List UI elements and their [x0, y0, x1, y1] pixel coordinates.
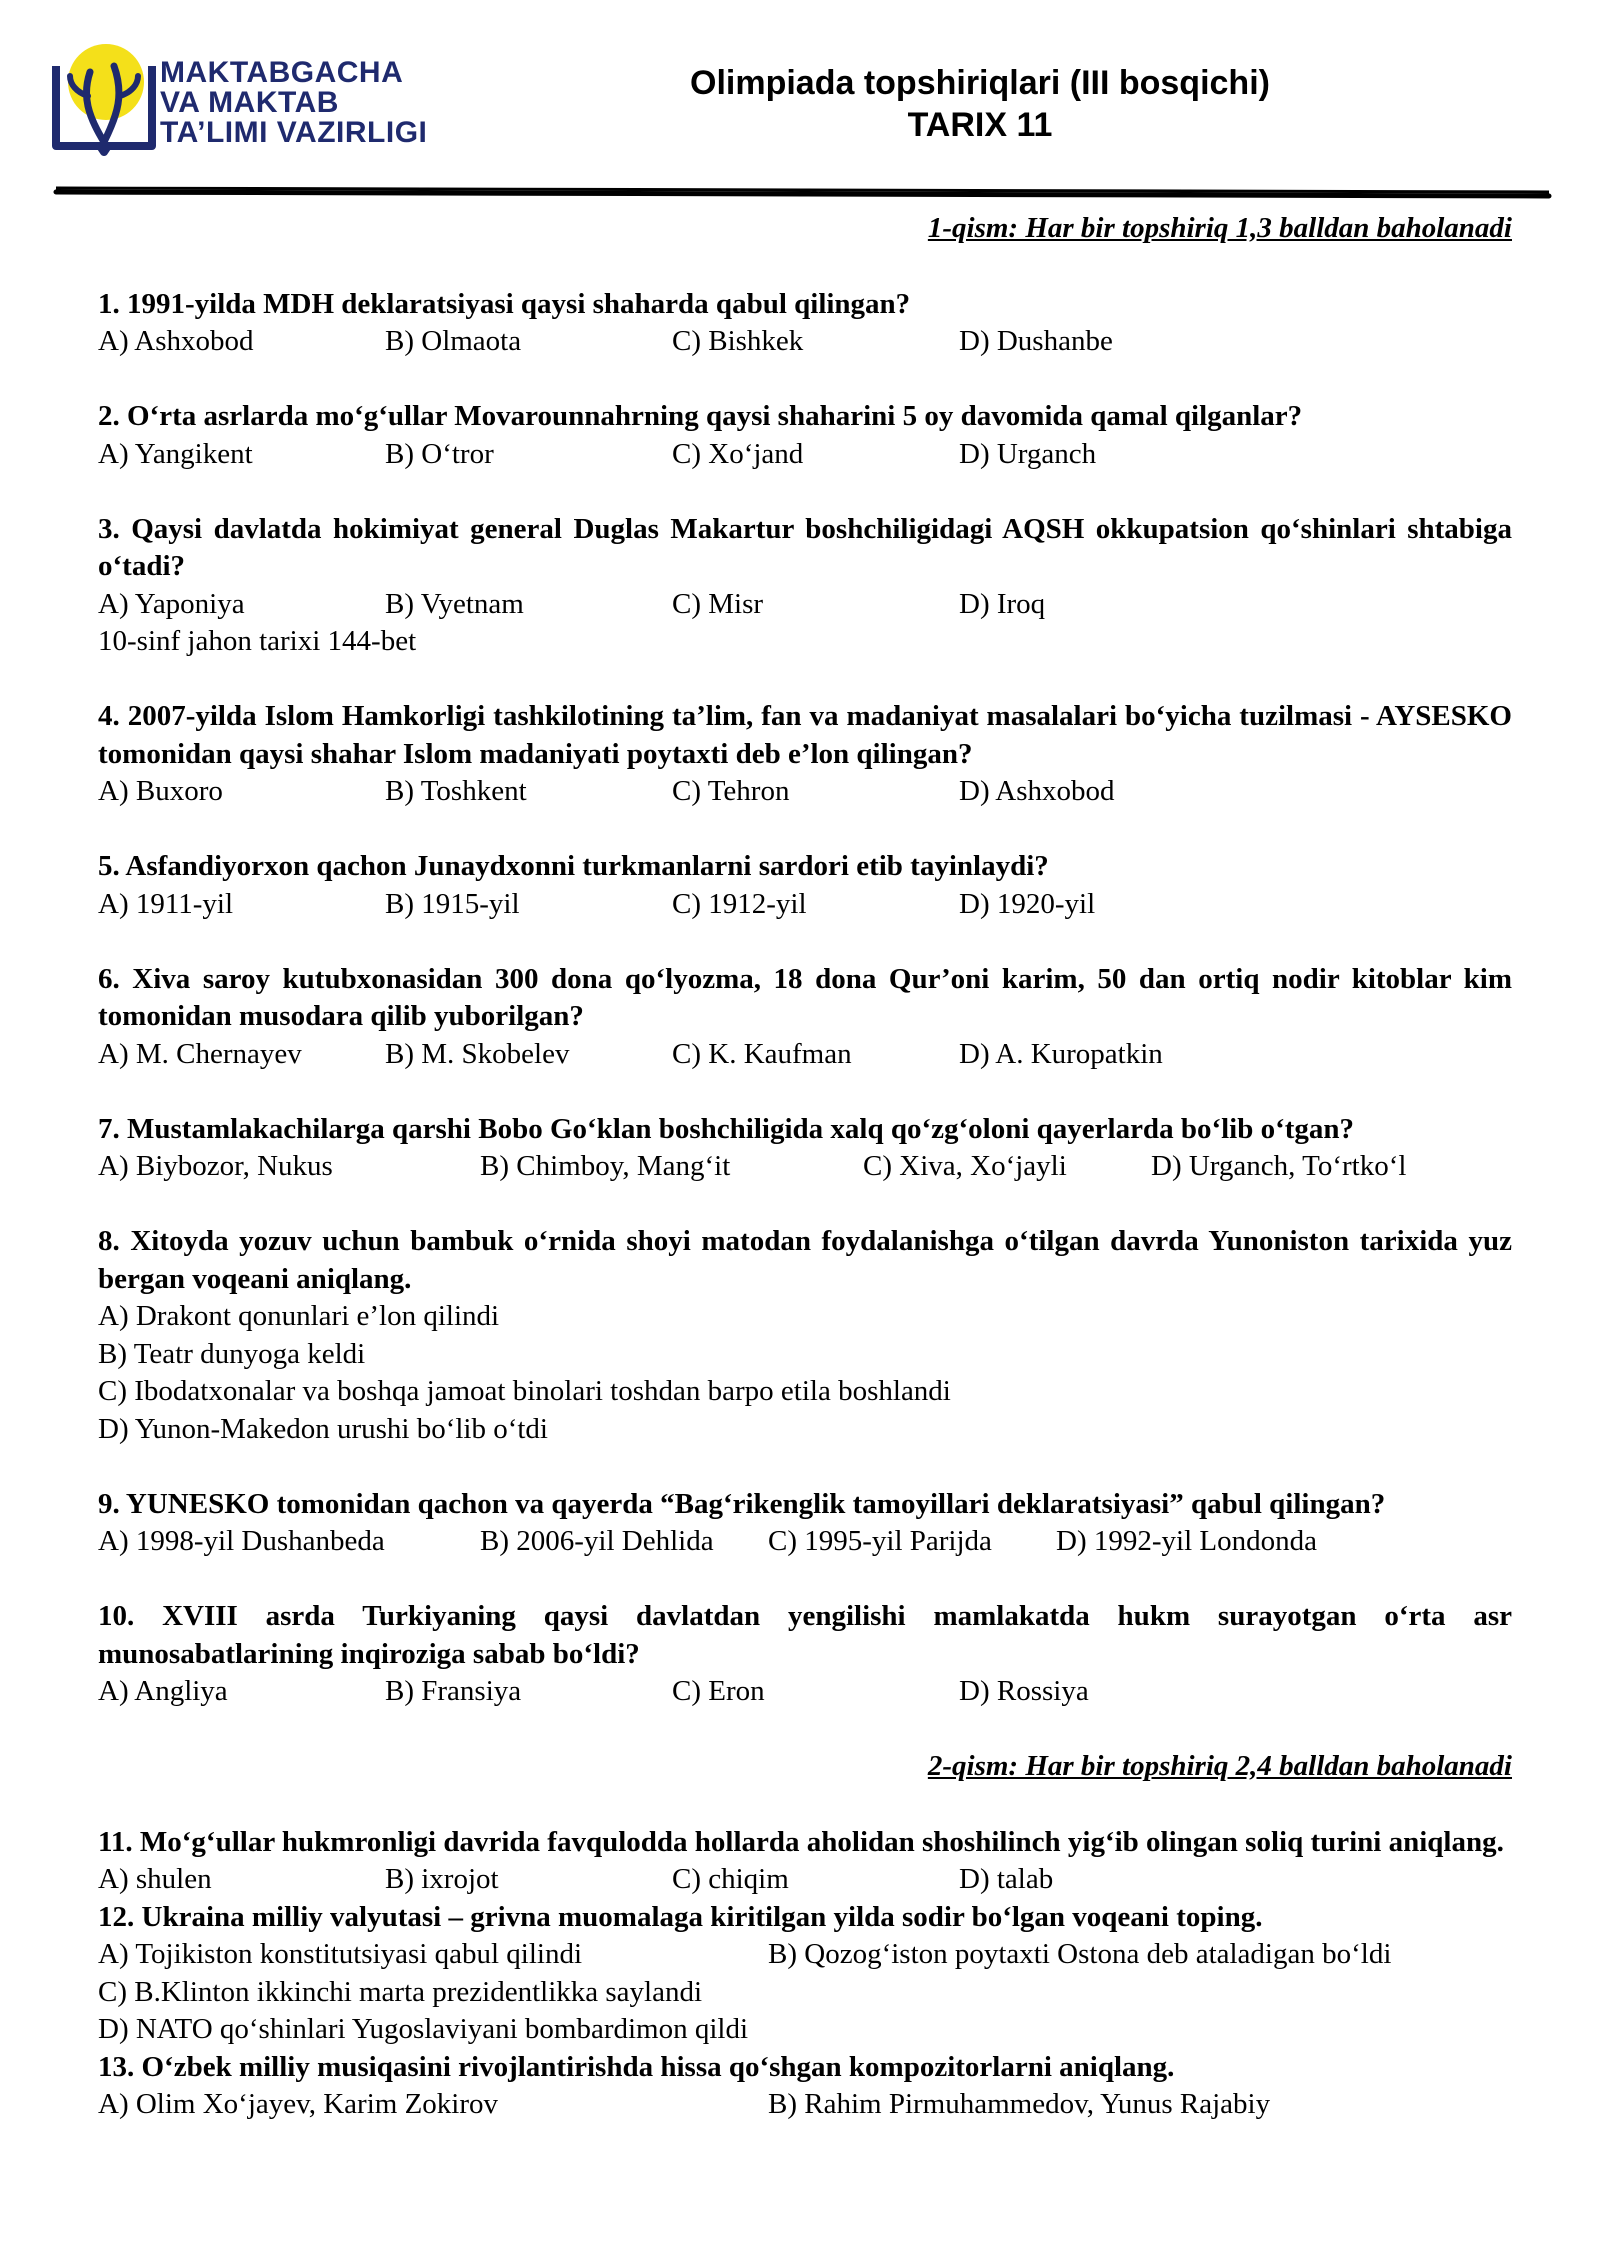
- question: [98, 286, 1512, 361]
- options-row: [98, 1936, 1512, 1974]
- question-note: 10-sinf jahon tarixi 144-bet: [98, 625, 417, 657]
- options-row: [98, 1861, 1512, 1899]
- options-row: [98, 886, 1512, 924]
- answer-option: C) B.Klinton ikkinchi marta prezidentlikka saylandi: [98, 1975, 703, 2008]
- options-row: [98, 323, 1512, 361]
- answer-option: C) Misr: [672, 587, 764, 620]
- options-row: [98, 586, 1512, 624]
- answer-option: D) 1992-yil Londonda: [1056, 1525, 1317, 1557]
- answer-option: B) O‘tror: [385, 437, 494, 470]
- question: [98, 1111, 1512, 1186]
- answer-option: D) Urganch: [959, 437, 1097, 470]
- question: [98, 2049, 1512, 2124]
- answer-option: A) Tojikiston konstitutsiyasi qabul qilindi: [98, 1938, 583, 1970]
- header-divider: [50, 184, 1555, 202]
- options-row: [98, 2086, 1512, 2124]
- logo-text: [160, 58, 427, 148]
- answer-option: B) Qozog‘iston poytaxti Ostona deb ataladigan bo‘ldi: [768, 1938, 1392, 1970]
- logo-line: TA’LIMI VAZIRLIGI: [160, 116, 428, 149]
- question-text: 5. Asfandiyorxon qachon Junaydxonni turkmanlarni sardori etib tayinlaydi?: [98, 850, 1049, 882]
- answer-option: C) 1912-yil: [672, 887, 807, 920]
- answer-option: C) Xiva, Xo‘jayli: [863, 1150, 1067, 1182]
- question: [98, 961, 1512, 1074]
- answer-option: D) talab: [959, 1863, 1054, 1895]
- answer-option: A) Biybozor, Nukus: [98, 1150, 333, 1182]
- ministry-logo: [48, 36, 448, 166]
- logo-line: MAKTABGACHA: [160, 56, 404, 89]
- question: [98, 511, 1512, 661]
- page-title: Olimpiada topshiriqlari (III bosqichi): [690, 64, 1270, 102]
- question-text: 4. 2007-yilda Islom Hamkorligi tashkilotining ta’lim, fan va madaniyat masalalari bo‘yicha tuzilmasi - AYSESKO tomonidan qaysi shahar Islom madaniyati poytaxti deb e’lon qilingan?: [98, 700, 1512, 770]
- answer-option: A) 1911-yil: [98, 887, 234, 920]
- answer-option: B) 2006-yil Dehlida: [480, 1525, 714, 1557]
- answer-option: A) Olim Xo‘jayev, Karim Zokirov: [98, 2088, 498, 2120]
- options-row: [98, 773, 1512, 811]
- answer-option: A) M. Chernayev: [98, 1037, 302, 1070]
- question-text: 2. O‘rta asrlarda mo‘g‘ullar Movarounnahrning qaysi shaharini 5 oy davomida qamal qilganlar?: [98, 400, 1303, 432]
- question-text: 11. Mo‘g‘ullar hukmronligi davrida favqulodda hollarda aholidan shoshilinch yig‘ib olingan soliq turini aniqlang.: [98, 1825, 1504, 1858]
- options-row: [98, 436, 1512, 474]
- options-row: [98, 1148, 1512, 1186]
- question: [98, 1899, 1512, 2049]
- answer-option: D) Iroq: [959, 587, 1046, 620]
- answer-option: A) Yangikent: [98, 437, 253, 470]
- answer-option: B) 1915-yil: [385, 887, 520, 920]
- answer-option: A) 1998-yil Dushanbeda: [98, 1525, 385, 1557]
- options-row: [98, 1523, 1512, 1561]
- answer-option: C) Eron: [672, 1675, 765, 1707]
- answer-option: A) Ashxobod: [98, 325, 254, 357]
- question-text: 13. O‘zbek milliy musiqasini rivojlantirishda hissa qo‘shgan kompozitorlarni aniqlang.: [98, 2050, 1175, 2083]
- answer-option: D) Yunon-Makedon urushi bo‘lib o‘tdi: [98, 1412, 548, 1445]
- question-text: 8. Xitoyda yozuv uchun bambuk o‘rnida shoyi matodan foydalanishga o‘tilgan davrda Yunoniston tarixida yuz bergan voqeani aniqlang.: [98, 1225, 1512, 1295]
- answer-option: D) NATO qo‘shinlari Yugoslaviyani bombardimon qildi: [98, 2013, 749, 2045]
- answer-option: D) Urganch, To‘rtko‘l: [1151, 1150, 1407, 1182]
- logo-emblem-icon: [48, 36, 158, 166]
- answer-option: A) shulen: [98, 1863, 212, 1895]
- options-row: [98, 1673, 1512, 1711]
- question: [98, 1486, 1512, 1561]
- answer-option: C) 1995-yil Parijda: [768, 1525, 992, 1557]
- answer-option: B) ixrojot: [385, 1863, 499, 1895]
- answer-option: B) Vyetnam: [385, 587, 524, 620]
- section-heading: 2-qism: Har bir topshiriq 2,4 balldan baholanadi: [927, 1750, 1512, 1782]
- answer-option: C) Xo‘jand: [672, 437, 804, 470]
- answer-option: B) Chimboy, Mang‘it: [480, 1150, 731, 1182]
- answer-option: A) Buxoro: [98, 775, 223, 807]
- question: [98, 1824, 1512, 1899]
- answer-option: A) Drakont qonunlari e’lon qilindi: [98, 1300, 500, 1332]
- question-text: 9. YUNESKO tomonidan qachon va qayerda “Bag‘rikenglik tamoyillari deklaratsiyasi” qabul qilingan?: [98, 1487, 1386, 1520]
- question: [98, 698, 1512, 811]
- answer-option: C) Bishkek: [672, 325, 804, 357]
- question-text: 7. Mustamlakachilarga qarshi Bobo Go‘klan boshchiligida xalq qo‘zg‘oloni qayerlarda bo‘lib o‘tgan?: [98, 1112, 1355, 1145]
- question: [98, 398, 1512, 473]
- logo-line: VA MAKTAB: [160, 86, 339, 119]
- answer-option: D) Rossiya: [959, 1675, 1089, 1707]
- title-block: [600, 62, 1360, 146]
- answer-option: C) Tehron: [672, 775, 790, 807]
- document-body: [98, 210, 1512, 2124]
- question-text: 10. XVIII asrda Turkiyaning qaysi davlatdan yengilishi mamlakatda hukm surayotgan o‘rta asr munosabatlarining inqiroziga sabab bo‘ldi?: [98, 1600, 1512, 1670]
- answer-option: B) M. Skobelev: [385, 1037, 570, 1070]
- question-text: 6. Xiva saroy kutubxonasidan 300 dona qo‘lyozma, 18 dona Qur’oni karim, 50 dan ortiq nodir kitoblar kim tomonidan musodara qilib yuborilgan?: [98, 962, 1512, 1032]
- answer-option: B) Toshkent: [385, 775, 527, 807]
- answer-option: A) Angliya: [98, 1675, 228, 1707]
- answer-option: B) Fransiya: [385, 1675, 522, 1707]
- answer-option: B) Teatr dunyoga keldi: [98, 1337, 366, 1370]
- answer-option: B) Rahim Pirmuhammedov, Yunus Rajabiy: [768, 2088, 1271, 2120]
- answer-option: C) Ibodatxonalar va boshqa jamoat binolari toshdan barpo etila boshlandi: [98, 1375, 951, 1407]
- answer-option: C) K. Kaufman: [672, 1037, 852, 1070]
- section-heading: 1-qism: Har bir topshiriq 1,3 balldan baholanadi: [927, 212, 1512, 244]
- answer-option: D) Ashxobod: [959, 775, 1115, 807]
- question-text: 1. 1991-yilda MDH deklaratsiyasi qaysi shaharda qabul qilingan?: [98, 287, 911, 320]
- question-text: 12. Ukraina milliy valyutasi – grivna muomalaga kiritilgan yilda sodir bo‘lgan voqeani toping.: [98, 1900, 1263, 1933]
- answer-option: B) Olmaota: [385, 325, 522, 357]
- question-text: 3. Qaysi davlatda hokimiyat general Duglas Makartur boshchiligidagi AQSH okkupatsion qo‘shinlari shtabiga o‘tadi?: [98, 512, 1512, 582]
- question: [98, 1598, 1512, 1711]
- options-row: [98, 1036, 1512, 1074]
- answer-option: D) A. Kuropatkin: [959, 1037, 1163, 1070]
- question: [98, 1223, 1512, 1448]
- answer-option: D) Dushanbe: [959, 325, 1113, 357]
- answer-option: C) chiqim: [672, 1863, 789, 1895]
- page-header: [0, 0, 1600, 200]
- page-subject: TARIX 11: [907, 106, 1053, 144]
- answer-option: D) 1920-yil: [959, 887, 1096, 920]
- answer-option: A) Yaponiya: [98, 587, 245, 620]
- question: [98, 848, 1512, 923]
